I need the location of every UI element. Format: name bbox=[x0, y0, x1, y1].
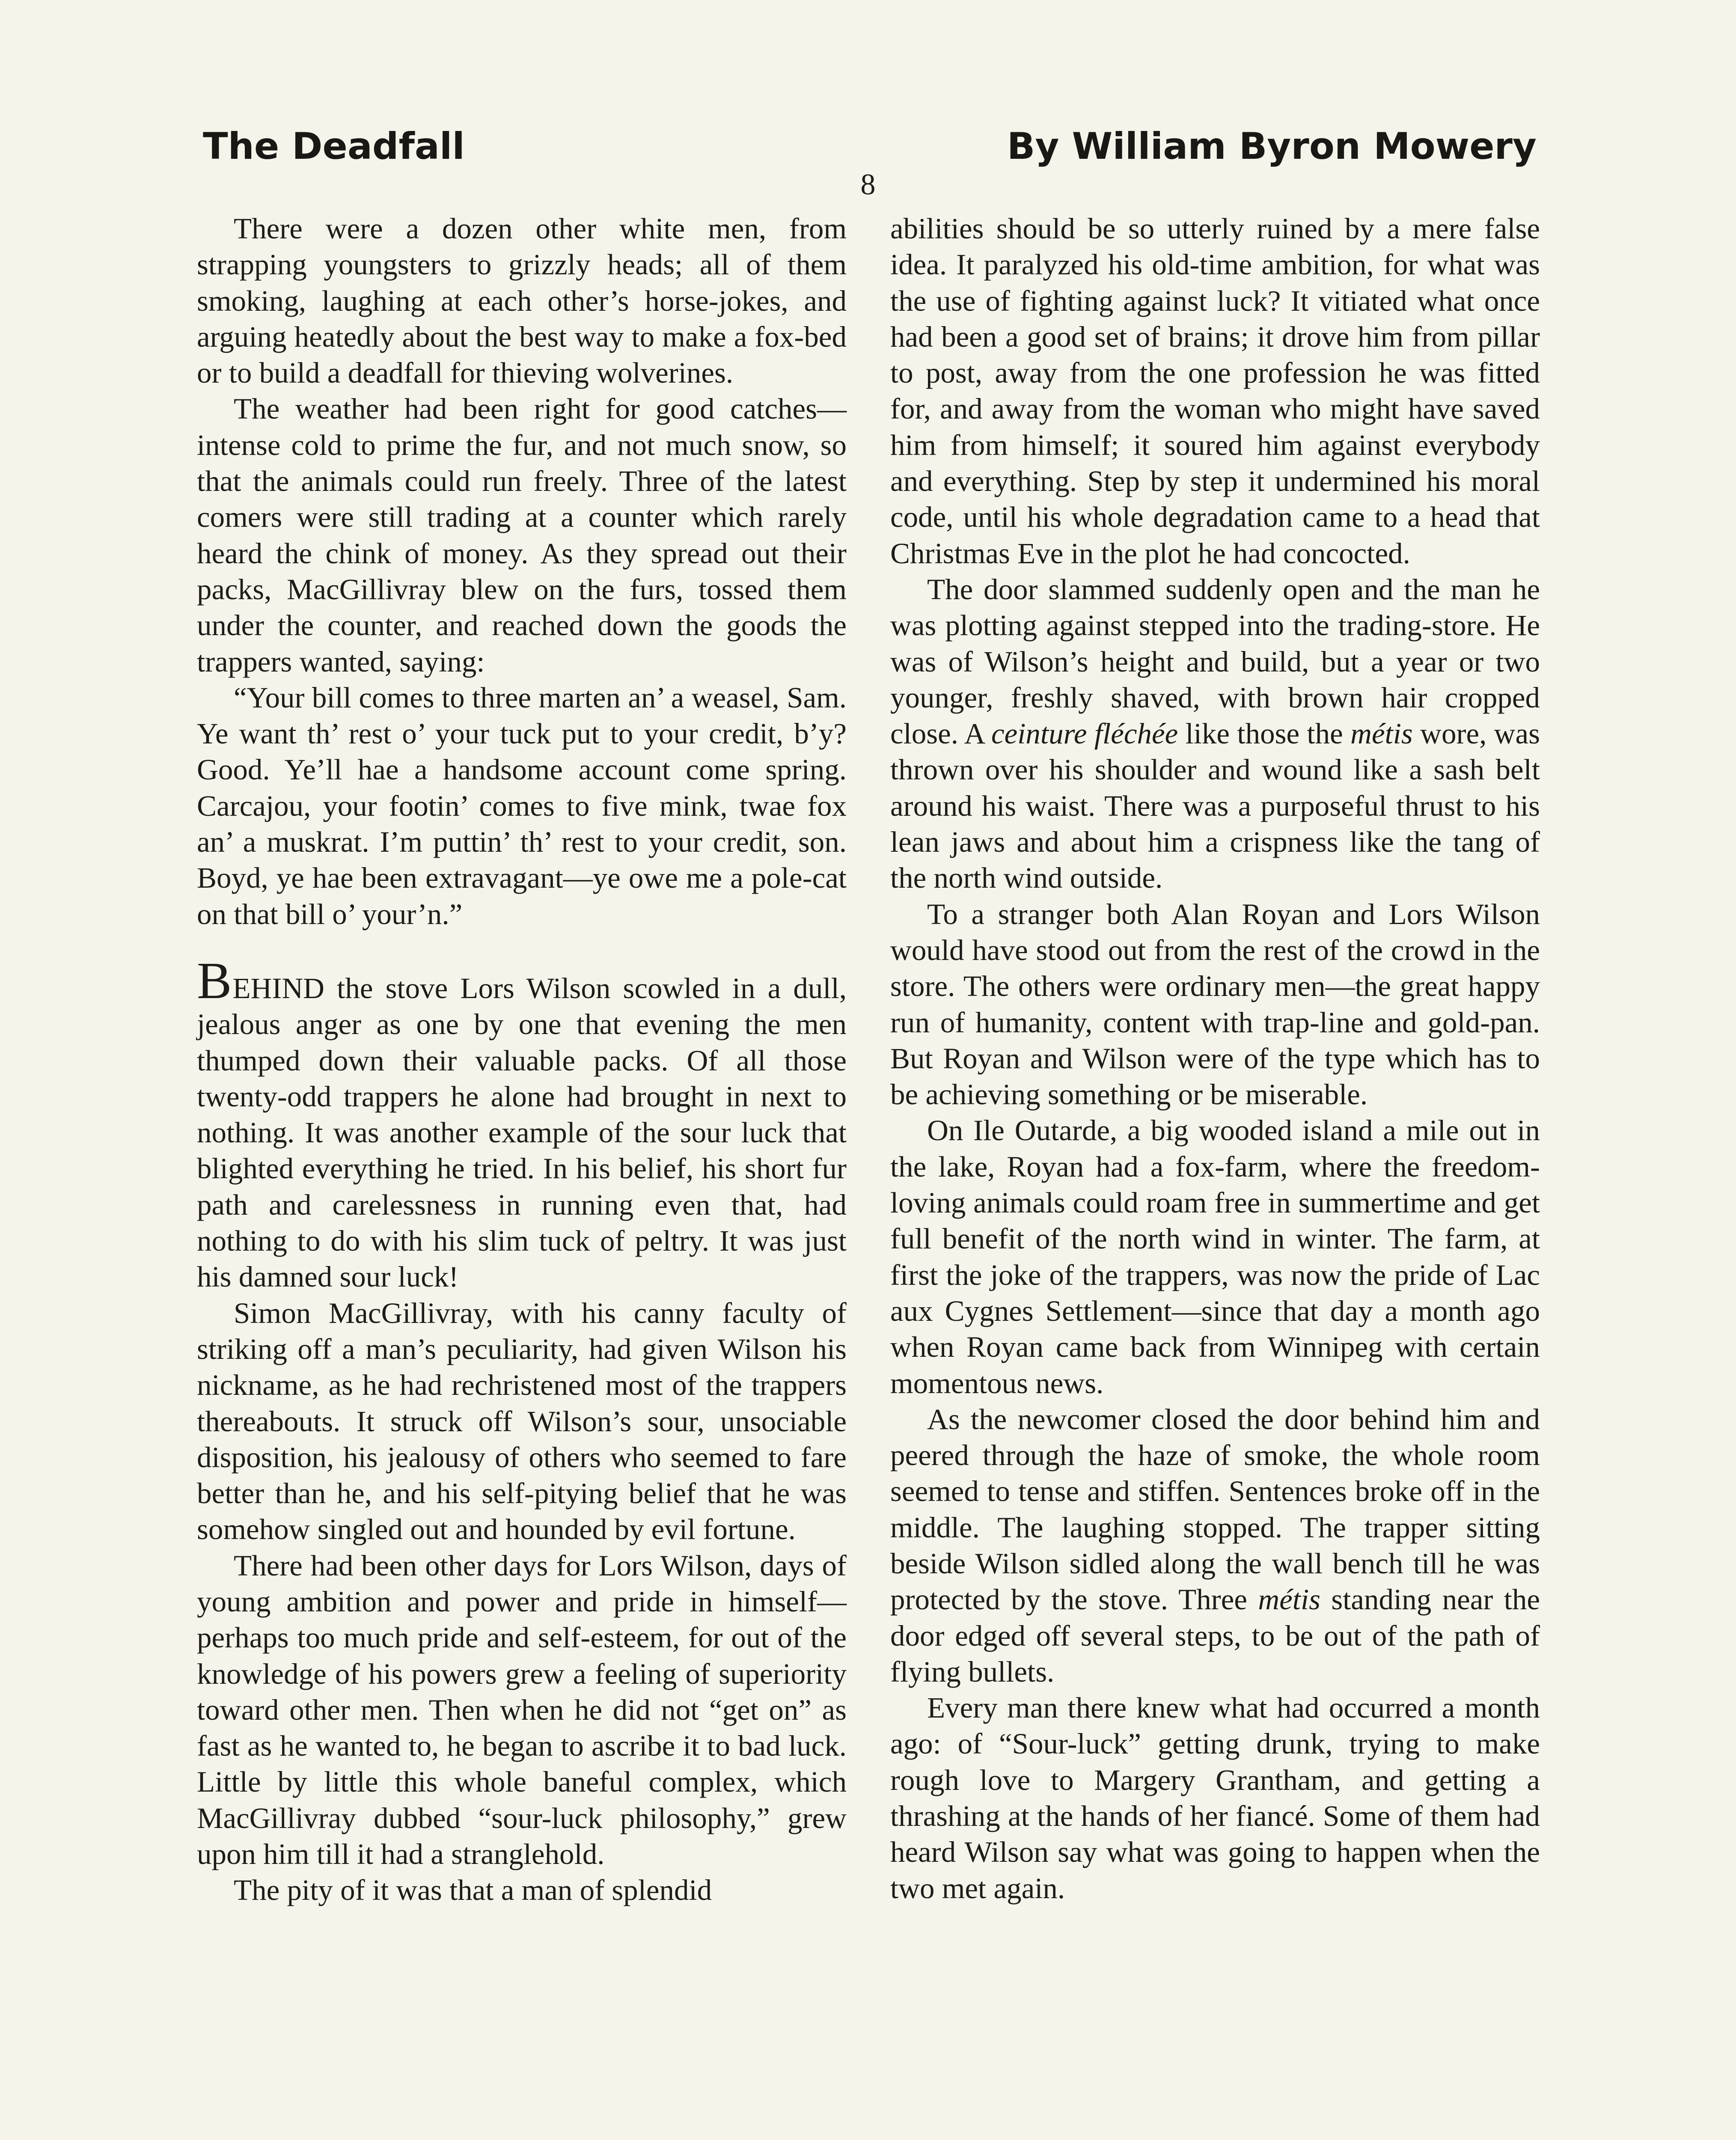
paragraph: There had been other days for Lors Wilson, days of young ambition and power and pride in himself—perhaps too much pride and self-esteem, for out of the knowledge of his powers grew a feeling of superiority toward other men. Then when he did not “get on” as fast as he wanted to, he began to ascribe it to bad luck. Little by little this whole baneful complex, which MacGillivray dubbed “sour-luck philosophy,” grew upon him till it had a stranglehold. bbox=[197, 1549, 847, 1871]
paragraph: abilities should be so utterly ruined by a mere false idea. It paralyzed his old-time ambition, for what was the use of fighting against luck? It vitiated what once had been a good set of brains; it drove him from pillar to post, away from the one profession he was fitted for, and away from the woman who might have saved him from himself; it soured him against everybody and everything. Step by step it undermined his moral code, until his whole degradation came to a head that Christmas Eve in the plot he had concocted. bbox=[890, 212, 1540, 570]
author-byline: By William Byron Mowery bbox=[1007, 125, 1537, 168]
right-column bbox=[890, 211, 1540, 1906]
italic-term: métis bbox=[1350, 717, 1413, 750]
italic-term: métis bbox=[1258, 1583, 1321, 1616]
paragraph-text: like those the bbox=[1178, 717, 1351, 750]
paragraph: The pity of it was that a man of splendid bbox=[234, 1874, 712, 1907]
paragraph: “Your bill comes to three marten an’ a weasel, Sam. Ye want th’ rest o’ your tuck put to your credit, b’y? Good. Ye’ll hae a handsome account come spring. Carcajou, your footin’ comes to five mink, twae fox an’ a muskrat. I’m puttin’ th’ rest to your credit, son. Boyd, ye hae been extravagant—ye owe me a pole-cat on that bill o’ your’n.” bbox=[197, 681, 847, 930]
paragraph-text: The door slammed suddenly open and the man he was plotting against stepped into the trading-store. He was of Wilson’s height and build, but a year or two younger, freshly shaved, with brown hair cropped close. A bbox=[890, 573, 1540, 750]
paragraph: There were a dozen other white men, from strapping youngsters to grizzly heads; all of them smoking, laughing at each other’s horse-jokes, and arguing heatedly about the best way to make a fox-bed or to build a deadfall for thieving wolverines. bbox=[197, 212, 847, 389]
left-column bbox=[197, 211, 847, 1908]
paragraph-text: standing near the door edged off several steps, to be out of the path of flying bullets. bbox=[890, 1583, 1540, 1688]
paragraph bbox=[890, 1401, 1540, 1690]
paragraph-text: EHIND the stove Lors Wilson scowled in a dull, jealous anger as one by one that evening the men thumped down their valuable packs. Of all those twenty-odd trappers he alone had brought in next to nothing. It was another example of the sour luck that blighted everything he tried. In his belief, his short fur path and carelessness in running even that, had nothing to do with his slim tuck of peltry. It was just his damned sour luck! bbox=[197, 972, 847, 1293]
paragraph-text: wore, was thrown over his shoulder and wound like a sash belt around his waist. There was a purposeful thrust to his lean jaws and about him a crispness like the tang of the north wind outside. bbox=[890, 717, 1540, 895]
paragraph: The weather had been right for good catches—intense cold to prime the fur, and not much snow, so that the animals could run freely. Three of the latest comers were still trading at a counter which rarely heard the chink of money. As they spread out their packs, MacGillivray blew on the furs, tossed them under the counter, and reached down the goods the trappers wanted, saying: bbox=[197, 392, 847, 678]
section-opening-paragraph bbox=[197, 951, 847, 1295]
running-header bbox=[203, 125, 1537, 168]
paragraph bbox=[890, 571, 1540, 896]
drop-cap: B bbox=[197, 951, 232, 1010]
paragraph-text: As the newcomer closed the door behind him and peered through the haze of smoke, the whole room seemed to tense and stiffen. Sentences broke off in the middle. The laughing stopped. The trapper sitting beside Wilson sidled along the wall bench till he was protected by the stove. Three bbox=[890, 1403, 1540, 1616]
story-title: The Deadfall bbox=[203, 125, 465, 168]
page-number: 8 bbox=[860, 168, 876, 201]
paragraph: On Ile Outarde, a big wooded island a mile out in the lake, Royan had a fox-farm, where the freedom-loving animals could roam free in summertime and get full benefit of the north wind in winter. The farm, at first the joke of the trappers, was now the pride of Lac aux Cygnes Settlement—since that day a month ago when Royan came back from Winnipeg with certain momentous news. bbox=[890, 1114, 1540, 1400]
paragraph: Simon MacGillivray, with his canny faculty of striking off a man’s peculiarity, had given Wilson his nickname, as he had rechristened most of the trappers thereabouts. It struck off Wilson’s sour, unsociable disposition, his jealousy of others who seemed to fare better than he, and his self-pitying belief that he was somehow singled out and hounded by evil fortune. bbox=[197, 1296, 847, 1546]
italic-term: ceinture fléchée bbox=[991, 717, 1178, 750]
paragraph: Every man there knew what had occurred a month ago: of “Sour-luck” getting drunk, trying to make rough love to Margery Grantham, and getting a thrashing at the hands of her fiancé. Some of them had heard Wilson say what was going to happen when the two met again. bbox=[890, 1691, 1540, 1905]
paragraph: To a stranger both Alan Royan and Lors Wilson would have stood out from the rest of the crowd in the store. The others were ordinary men—the great happy run of humanity, content with trap-line and gold-pan. But Royan and Wilson were of the type which has to be achieving something or be miserable. bbox=[890, 898, 1540, 1111]
